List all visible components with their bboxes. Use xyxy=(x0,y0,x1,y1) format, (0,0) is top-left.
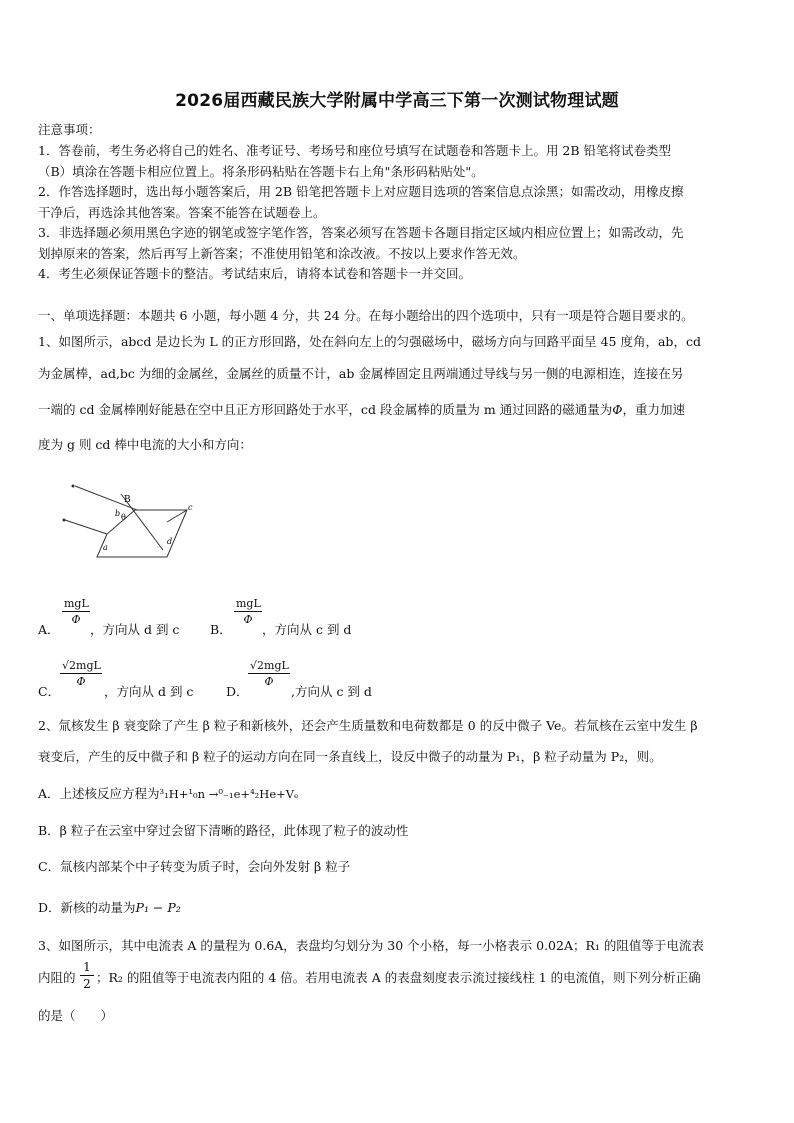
q1-option-c-letter: C． xyxy=(38,684,61,699)
notice-line-6: 划掉原来的答案，然后再写上新答案；不准使用铅笔和涂改液。不按以上要求作答无效。 xyxy=(38,246,526,261)
q2-option-c: C．氚核内部某个中子转变为质子时，会向外发射 β 粒子 xyxy=(38,859,351,874)
frac-den: Φ xyxy=(71,613,81,626)
q1-option-a-text: ，方向从 d 到 c xyxy=(90,622,180,637)
notice-line-4: 干净后，再选涂其他答案。答案不能答在试题卷上。 xyxy=(38,205,326,220)
notice-line-2: （B）填涂在答题卡相应位置上。将条形码粘贴在答题卡右上角"条形码粘贴处"。 xyxy=(38,164,484,179)
q1-figure xyxy=(55,470,205,580)
label-b: b xyxy=(115,509,121,518)
q1-option-b-fraction xyxy=(234,597,262,626)
notice-heading: 注意事项： xyxy=(38,122,101,137)
label-B: B xyxy=(124,495,131,505)
frac-num: mgL xyxy=(64,597,89,610)
notice-line-1: 1．答卷前，考生务必将自己的姓名、准考证号、考场号和座位号填写在试题卷和答题卡上。用 2B 铅笔将试卷类型 xyxy=(38,143,672,158)
frac-num: 1 xyxy=(83,960,91,974)
q3-line-2-prefix: 内阻的 xyxy=(38,970,76,985)
notice-line-5: 3．非选择题必须用黑色字迹的钢笔或签字笔作答，答案必须写在答题卡各题目指定区域内相应位置上；如需改动，先 xyxy=(38,225,684,240)
q1-line-1: 1、如图所示，abcd 是边长为 L 的正方形回路，处在斜向左上的匀强磁场中，磁场方向与回路平面呈 45 度角，ab，cd xyxy=(38,334,701,349)
frac-num: mgL xyxy=(236,597,261,610)
q3-line-3: 的是（ ） xyxy=(38,1008,114,1023)
q1-option-b-letter: B． xyxy=(210,622,232,637)
frac-num: √2mgL xyxy=(250,659,289,672)
q2-option-d-prefix: D．新核的动量为 xyxy=(38,900,136,915)
q1-option-c-text: ，方向从 d 到 c xyxy=(104,684,194,699)
phi-symbol: Φ xyxy=(612,402,623,417)
frac-den: Φ xyxy=(243,613,253,626)
q1-line-2: 为金属棒，ad,bc 为细的金属丝，金属丝的质量不计，ab 金属棒固定且两端通过导线与另一侧的电源相连，连接在另 xyxy=(38,366,684,381)
q3-fraction xyxy=(80,960,94,991)
frac-den: Φ xyxy=(264,675,274,688)
frac-den: 2 xyxy=(83,977,91,991)
q1-option-b-text: ，方向从 c 到 d xyxy=(262,622,352,637)
label-a: a xyxy=(103,543,108,552)
q2-line-1: 2、氚核发生 β 衰变除了产生 β 粒子和新核外，还会产生质量数和电荷数都是 0 的反中微子 Ve。若氚核在云室中发生 β xyxy=(38,718,698,733)
q2-line-2: 衰变后，产生的反中微子和 β 粒子的运动方向在同一条直线上，设反中微子的动量为 P₁，β 粒子动量为 P₂，则。 xyxy=(38,749,662,764)
q3-line-1: 3、如图所示，其中电流表 A 的量程为 0.6A，表盘均匀划分为 30 个小格，每一小格表示 0.02A；R₁ 的阻值等于电流表 xyxy=(38,938,704,953)
q2-option-a-prefix: A．上述核反应方程为 xyxy=(38,786,160,801)
q1-option-d-fraction xyxy=(248,659,290,688)
q2-option-a-equation: ³₁H+¹₀n →⁰₋₁e+⁴₂He+Vₑ xyxy=(159,787,299,801)
q1-line-3-text: 一端的 cd 金属棒刚好能悬在空中且正方形回路处于水平，cd 段金属棒的质量为 m 通过回路的磁通量为 xyxy=(38,402,613,417)
label-c: c xyxy=(188,503,193,512)
q1-option-c-fraction xyxy=(60,659,102,688)
frac-num: √2mgL xyxy=(62,659,101,672)
q1-line-3 xyxy=(38,402,760,418)
label-d: d xyxy=(167,537,173,546)
q2-option-d xyxy=(38,900,760,916)
q1-option-a-letter: A． xyxy=(38,622,60,637)
section-heading: 一、单项选择题：本题共 6 小题，每小题 4 分，共 24 分。在每小题给出的四个选项中，只有一项是符合题目要求的。 xyxy=(38,308,694,323)
q1-line-3-tail: ，重力加速 xyxy=(622,402,685,417)
q1-option-a-fraction xyxy=(62,597,90,626)
notice-line-7: 4．考生必须保证答题卡的整洁。考试结束后，请将本试卷和答题卡一并交回。 xyxy=(38,266,471,281)
q1-line-4: 度为 g 则 cd 棒中电流的大小和方向： xyxy=(38,437,252,452)
q3-line-2-suffix: ；R₂ 的阻值等于电流表内阻的 4 倍。若用电流表 A 的表盘刻度表示流过接线柱 1 的电流值，则下列分析正确 xyxy=(96,970,701,985)
label-theta: θ xyxy=(121,513,126,522)
frac-den: Φ xyxy=(76,675,86,688)
q1-option-d-text: ,方向从 c 到 d xyxy=(291,684,372,699)
q2-option-b: B．β 粒子在云室中穿过会留下清晰的路径，此体现了粒子的波动性 xyxy=(38,823,409,838)
q1-option-d-letter: D． xyxy=(226,684,249,699)
page-title: 2026届西藏民族大学附属中学高三下第一次测试物理试题 xyxy=(175,91,619,111)
q2-option-d-equation: P₁ − P₂ xyxy=(135,900,181,915)
q2-option-a xyxy=(38,786,760,802)
notice-line-3: 2．作答选择题时，选出每小题答案后，用 2B 铅笔把答题卡上对应题目选项的答案信息点涂黑；如需改动，用橡皮擦 xyxy=(38,184,684,199)
